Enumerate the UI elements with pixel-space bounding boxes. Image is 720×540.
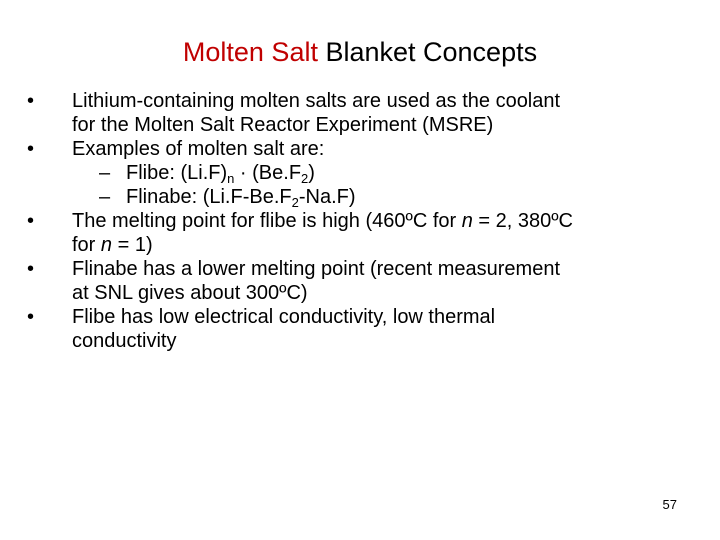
bullet-3-line-2: for n = 1) bbox=[72, 234, 153, 256]
bullet-1-line-1: Lithium-containing molten salts are used as the coolant bbox=[72, 90, 561, 112]
bullet-2-line-1: Examples of molten salt are: bbox=[72, 138, 325, 160]
title-accent: Molten Salt bbox=[182, 37, 318, 67]
italic-variable: n bbox=[461, 210, 473, 232]
bullet-1-line-2: for the Molten Salt Reactor Experiment (MSRE) bbox=[72, 114, 494, 136]
slide-title bbox=[0, 34, 720, 70]
bullet-5-line-1: Flibe has low electrical conductivity, low thermal bbox=[72, 306, 496, 328]
bullet-icon: • bbox=[27, 90, 35, 112]
bullet-4-line-1: Flinabe has a lower melting point (recent measurement bbox=[72, 258, 561, 280]
bullet-4-line-2: at SNL gives about 300ºC) bbox=[72, 282, 308, 304]
title-rest: Blanket Concepts bbox=[317, 37, 538, 67]
bullet-icon: • bbox=[27, 210, 35, 232]
italic-variable: n bbox=[100, 234, 113, 256]
bullet-icon: • bbox=[27, 138, 35, 160]
bullet-5-line-2: conductivity bbox=[72, 330, 177, 352]
dash-icon: – bbox=[99, 162, 111, 184]
bullet-icon: • bbox=[27, 258, 35, 280]
bullet-icon: • bbox=[27, 306, 35, 328]
bullet-3-line-1: The melting point for flibe is high (460ºC for n = 2, 380ºC bbox=[72, 210, 573, 232]
sub-item-flibe-text: Flibe: $(Li.F)_n \cdot (Be.F_2)$ bbox=[126, 162, 315, 186]
sub-item-flinabe-text: Flinabe: $(Li.F-Be.F_2-Na.F)$ bbox=[126, 186, 356, 210]
page-number: 57 bbox=[662, 497, 677, 512]
dash-icon: – bbox=[99, 186, 111, 208]
